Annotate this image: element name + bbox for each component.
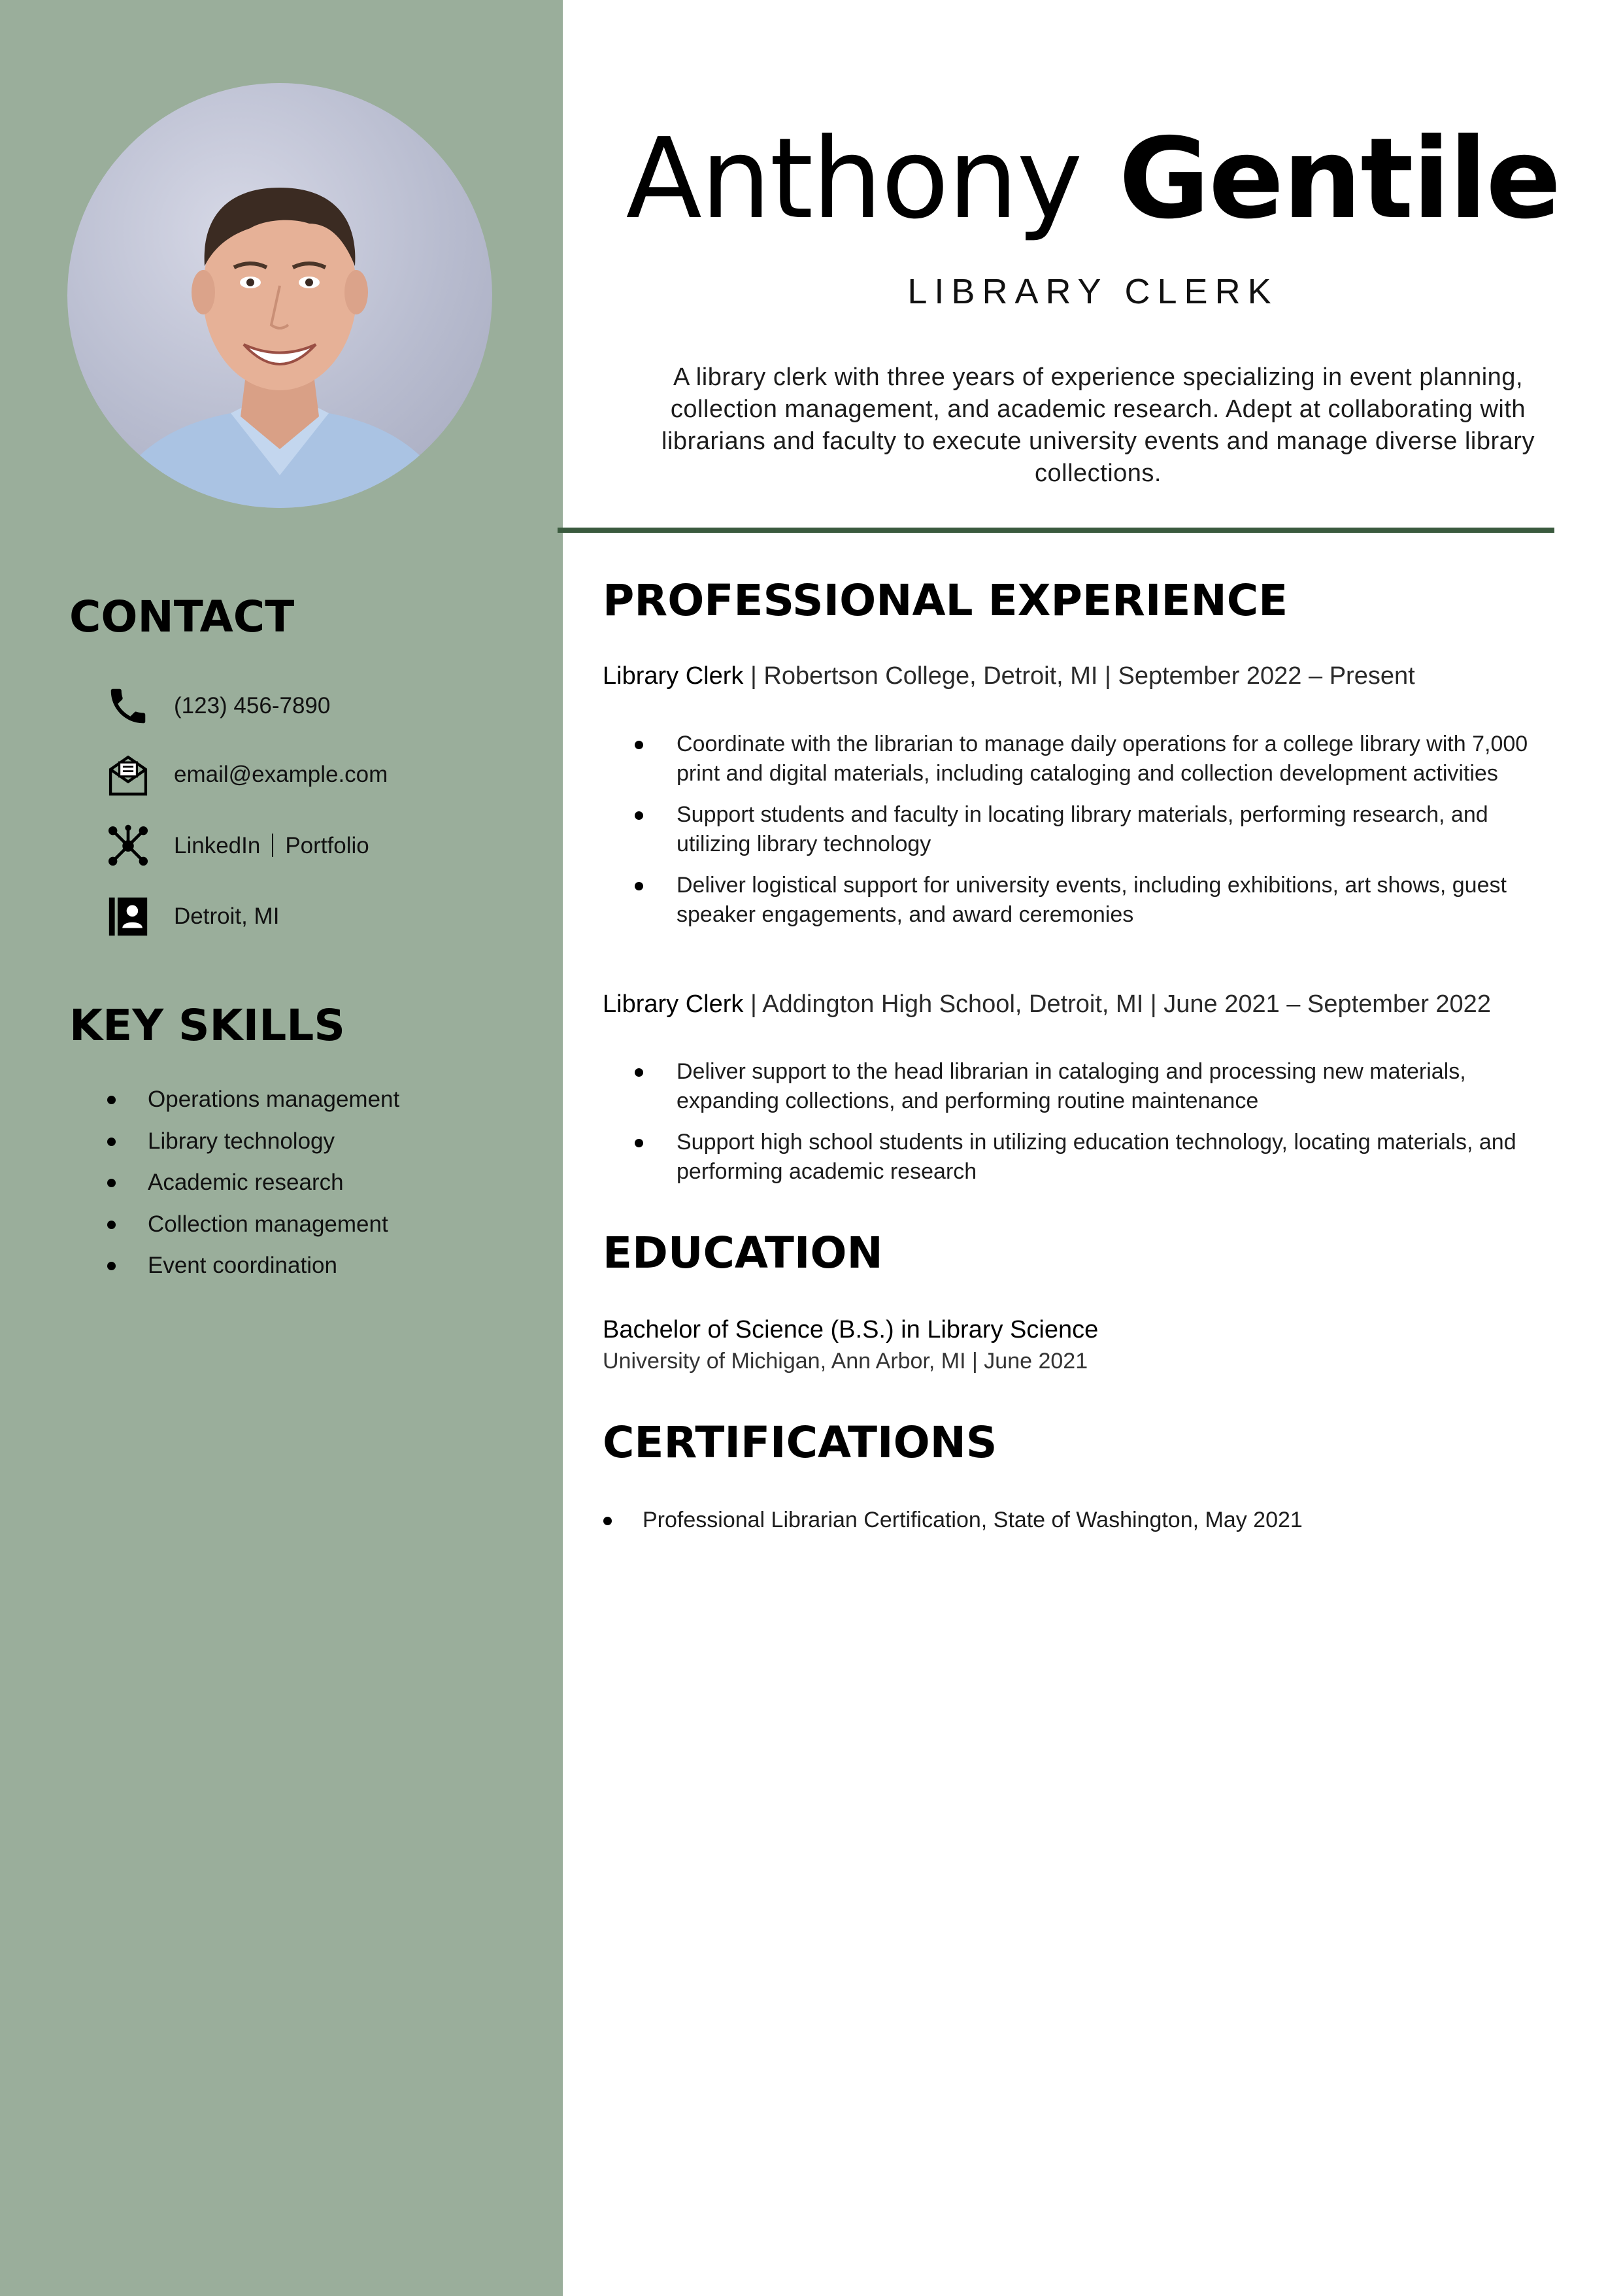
- email-address: email@example.com: [174, 762, 388, 787]
- skills-list: [105, 1085, 399, 1293]
- phone-number: (123) 456-7890: [174, 693, 331, 718]
- job-bullet: Deliver support to the head librarian in cataloging and processing new materials, expanding collections, and performing routine maintenance: [634, 1057, 1543, 1115]
- linkedin-link[interactable]: LinkedIn: [174, 833, 261, 858]
- envelope-icon: [103, 750, 153, 800]
- contact-card-icon: [103, 892, 153, 941]
- skill-item: Event coordination: [105, 1251, 399, 1293]
- school: University of Michigan, Ann Arbor, MI | June 2021: [603, 1349, 1088, 1374]
- job-title: LIBRARY CLERK: [907, 272, 1279, 311]
- location: Detroit, MI: [174, 903, 280, 929]
- skill-item: Operations management: [105, 1085, 399, 1127]
- skill-item: Academic research: [105, 1168, 399, 1210]
- job-role: Library Clerk: [603, 990, 744, 1018]
- network-icon: [103, 821, 153, 871]
- contact-phone[interactable]: [103, 680, 330, 732]
- header-divider: [558, 528, 1554, 533]
- education-heading: EDUCATION: [603, 1228, 883, 1278]
- contact-links: [103, 820, 369, 872]
- job-bullet: Support high school students in utilizing education technology, locating materials, and performing academic research: [634, 1128, 1543, 1186]
- profile-photo: [67, 83, 492, 508]
- job-bullets: [634, 730, 1543, 941]
- job-bullet: Deliver logistical support for university events, including exhibitions, art shows, guest speaker engagements, and award ceremonies: [634, 871, 1543, 929]
- candidate-name: [563, 114, 1623, 244]
- experience-heading: PROFESSIONAL EXPERIENCE: [603, 575, 1288, 626]
- contact-location: [103, 890, 279, 943]
- phone-icon: [103, 681, 153, 731]
- portfolio-link[interactable]: Portfolio: [285, 833, 369, 858]
- certifications-heading: CERTIFICATIONS: [603, 1417, 997, 1468]
- job-title-line: [603, 990, 1491, 1019]
- skill-item: Collection management: [105, 1210, 399, 1252]
- job-title-line: [603, 662, 1415, 690]
- degree: Bachelor of Science (B.S.) in Library Science: [603, 1316, 1099, 1343]
- skill-item: Library technology: [105, 1127, 399, 1169]
- job-details: | Robertson College, Detroit, MI | September 2022 – Present: [743, 662, 1415, 690]
- certification-list: [603, 1506, 1303, 1534]
- job-details: | Addington High School, Detroit, MI | June 2021 – September 2022: [743, 990, 1491, 1018]
- job-role: Library Clerk: [603, 662, 744, 690]
- job-bullets: [634, 1057, 1543, 1198]
- job-bullet: Coordinate with the librarian to manage daily operations for a college library with 7,000 print and digital materials, including cataloging and collection development activities: [634, 730, 1543, 788]
- summary: A library clerk with three years of experience specializing in event planning, collection management, and academic research. Adept at collaborating with librarians and faculty to execute university events and manage diverse library collections.: [661, 363, 1535, 487]
- certification-item: Professional Librarian Certification, State of Washington, May 2021: [603, 1506, 1303, 1534]
- first-name: Anthony: [626, 114, 1082, 244]
- contact-email[interactable]: [103, 749, 388, 801]
- last-name: Gentile: [1118, 114, 1560, 244]
- job-bullet: Support students and faculty in locating library materials, performing research, and utilizing library technology: [634, 800, 1543, 858]
- contact-heading: CONTACT: [69, 592, 295, 642]
- skills-heading: KEY SKILLS: [69, 1000, 345, 1051]
- link-separator: [272, 834, 273, 857]
